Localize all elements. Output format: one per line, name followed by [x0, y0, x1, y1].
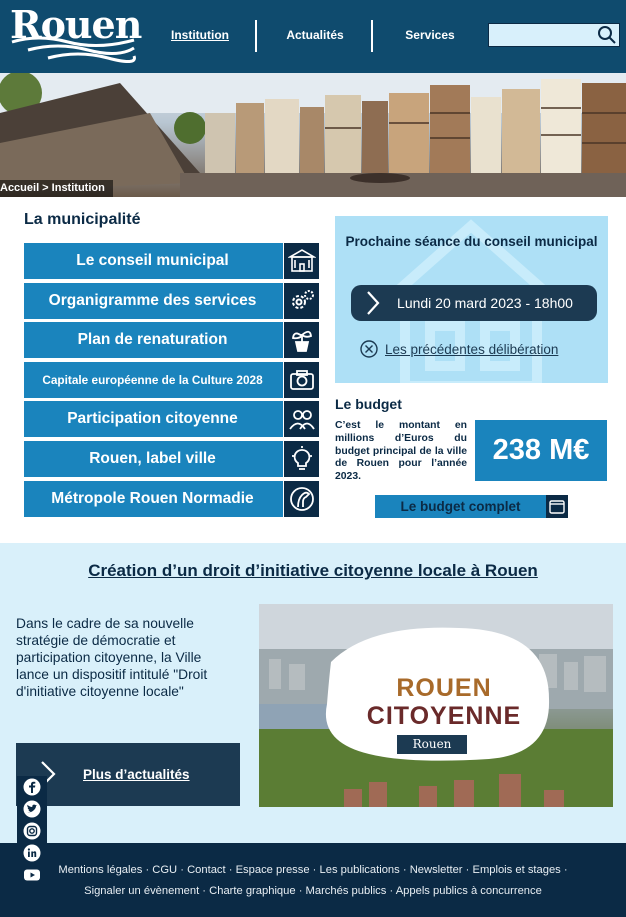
- youtube-icon[interactable]: [23, 866, 41, 884]
- twitter-icon[interactable]: [23, 800, 41, 818]
- search-input[interactable]: [489, 24, 599, 46]
- horse-head-icon: [283, 481, 319, 517]
- menu-label: Rouen, label ville: [89, 450, 216, 467]
- footer-links-line2[interactable]: Signaler un évènement · Charte graphique · Marchés publics · Appels publics à concurrence: [84, 885, 542, 897]
- footer-links-line1[interactable]: Mentions légales · CGU · Contact · Espace presse · Les publications · Newsletter · Emplois et stages ·: [58, 864, 568, 876]
- window-icon: [546, 495, 568, 518]
- menu-label-ville[interactable]: [24, 441, 319, 477]
- next-session-date-button[interactable]: [351, 285, 597, 321]
- news-image-logo-line1: ROUEN: [396, 674, 492, 702]
- search-box: [488, 23, 620, 47]
- menu-label: Le conseil municipal: [76, 252, 229, 269]
- next-session-card: [335, 216, 608, 383]
- budget-complete-button[interactable]: [375, 495, 568, 518]
- logo-waves-icon: [8, 32, 136, 64]
- next-session-title: Prochaine séance du conseil municipal: [345, 234, 598, 249]
- site-footer: [0, 843, 626, 917]
- gears-icon: [283, 283, 319, 319]
- more-news-button[interactable]: [16, 743, 240, 806]
- next-session-date: Lundi 20 mard 2023 - 18h00: [397, 295, 573, 311]
- plant-icon: [283, 322, 319, 358]
- menu-label: Plan de renaturation: [77, 331, 228, 348]
- logo-text: Rouen: [10, 2, 142, 47]
- menu-label: Capitale européenne de la Culture 2028: [42, 373, 263, 387]
- old-town-illustration: [0, 73, 626, 197]
- menu-label: Organigramme des services: [48, 292, 257, 309]
- budget-button-label: Le budget complet: [400, 499, 521, 514]
- previous-deliberations-label: Les précédentes délibération: [385, 341, 559, 357]
- menu-label: Participation citoyenne: [67, 410, 238, 427]
- menu-plan-renaturation[interactable]: [24, 322, 319, 358]
- camera-icon: [283, 362, 319, 398]
- people-icon: [283, 401, 319, 437]
- lightbulb-icon: [283, 441, 319, 477]
- menu-conseil-municipal[interactable]: [24, 243, 319, 279]
- site-header: [0, 0, 626, 73]
- news-image[interactable]: [259, 604, 613, 807]
- news-text: Dans le cadre de sa nouvelle stratégie de démocratie et participation citoyenne, la Ville lance un dispositif intitulé "Droit d'initiative citoyenne locale": [16, 616, 208, 699]
- instagram-icon[interactable]: [23, 822, 41, 840]
- previous-deliberations-link[interactable]: [360, 340, 558, 358]
- linkedin-icon[interactable]: [23, 844, 41, 862]
- menu-metropole[interactable]: [24, 481, 319, 517]
- social-bar: [17, 776, 47, 886]
- menu-label: Métropole Rouen Normadie: [51, 490, 254, 507]
- menu-participation-citoyenne[interactable]: [24, 401, 319, 437]
- news-section: [0, 543, 626, 843]
- news-title-link[interactable]: Création d’un droit d’initiative citoyenne locale à Rouen: [88, 561, 538, 580]
- nav-divider: [371, 20, 373, 52]
- city-hall-icon: [283, 243, 319, 279]
- breadcrumb[interactable]: Accueil > Institution: [0, 180, 113, 197]
- news-image-logo-line2: CITOYENNE: [366, 702, 522, 730]
- budget-title: Le budget: [335, 396, 402, 412]
- rouen-logo[interactable]: [8, 2, 142, 64]
- search-icon[interactable]: [597, 25, 617, 45]
- menu-organigramme[interactable]: [24, 283, 319, 319]
- facebook-icon[interactable]: [23, 778, 41, 796]
- close-circle-icon: [360, 340, 378, 358]
- chevron-right-icon: [363, 289, 383, 317]
- budget-value: 238 M€: [475, 420, 607, 481]
- budget-description: C’est le montant en millions d’Euros du budget principal de la ville de Rouen pour l’année 2023.: [335, 420, 467, 483]
- menu-capitale-culture[interactable]: [24, 362, 319, 398]
- nav-divider: [255, 20, 257, 52]
- municipalite-title: La municipalité: [24, 211, 141, 228]
- news-image-logo-badge: Rouen: [397, 735, 467, 754]
- nav-services[interactable]: Services: [405, 28, 455, 42]
- hero-image-old-town: [0, 73, 626, 197]
- nav-institution[interactable]: Institution: [171, 28, 229, 42]
- more-news-label: Plus d’actualités: [83, 767, 190, 782]
- nav-actualites[interactable]: Actualités: [286, 28, 344, 42]
